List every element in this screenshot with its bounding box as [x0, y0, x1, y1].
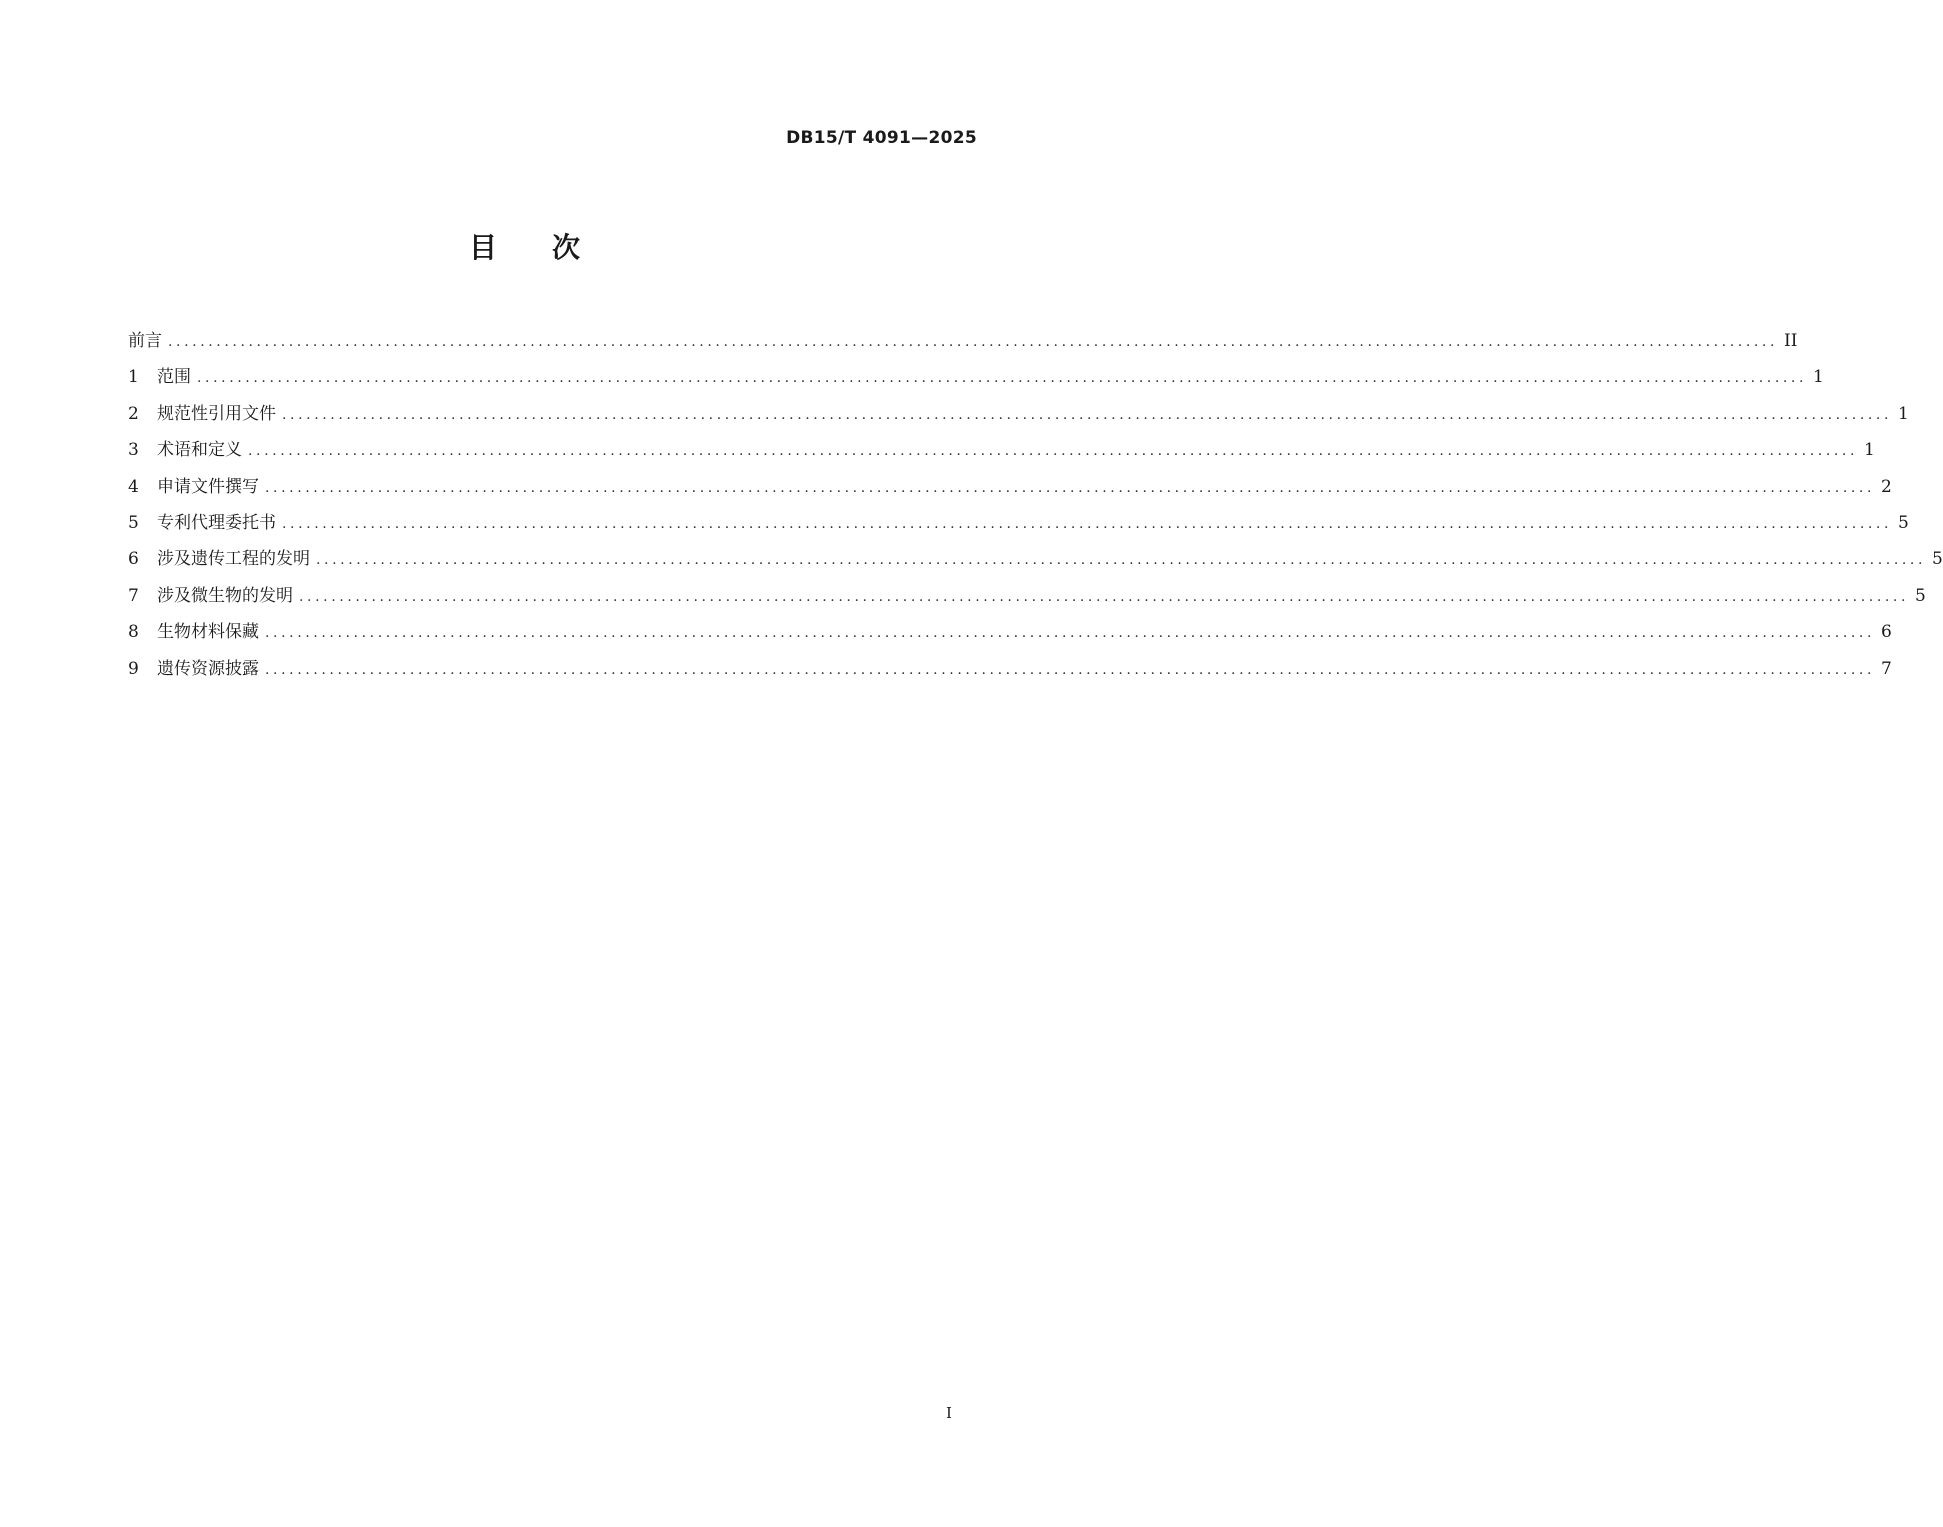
toc-entry-microorganisms[interactable]: [128, 578, 1926, 614]
toc-entry-page: 7: [1881, 658, 1892, 679]
toc-entry-number: 8: [128, 622, 139, 643]
toc-entry-terms-definitions[interactable]: [128, 432, 1875, 468]
toc-entry-page: 5: [1898, 512, 1909, 533]
toc-entry-number: 7: [128, 585, 139, 606]
toc-entry-genetic-resources-disclosure[interactable]: [128, 651, 1892, 687]
toc-entry-label: 申请文件撰写: [157, 476, 259, 497]
toc-entry-page: 1: [1864, 440, 1875, 461]
toc-entry-page: 2: [1881, 476, 1892, 497]
toc-entry-foreword[interactable]: [128, 323, 1798, 359]
dot-leader: ........................................................................................................................................................................................................: [299, 588, 1910, 605]
dot-leader: ........................................................................................................................................................................................................: [197, 370, 1808, 387]
toc-entry-label: 规范性引用文件: [157, 403, 276, 424]
toc-entry-page: II: [1784, 331, 1798, 351]
dot-leader: ........................................................................................................................................................................................................: [248, 443, 1859, 460]
toc-entry-number: 1: [128, 367, 139, 388]
dot-leader: ........................................................................................................................................................................................................: [282, 406, 1893, 423]
toc-entry-label: 涉及微生物的发明: [157, 585, 293, 606]
toc-entry-page: 1: [1813, 367, 1824, 388]
toc-entry-page: 1: [1898, 403, 1909, 424]
toc-entry-label: 生物材料保藏: [157, 622, 259, 643]
dot-leader: ........................................................................................................................................................................................................: [168, 334, 1779, 350]
toc-entry-number: 9: [128, 658, 139, 679]
toc-entry-label: 专利代理委托书: [157, 512, 276, 533]
toc-entry-label: 术语和定义: [157, 440, 242, 461]
toc-entry-page: 5: [1915, 585, 1926, 606]
dot-leader: ........................................................................................................................................................................................................: [265, 479, 1876, 496]
toc-entry-number: 4: [128, 476, 139, 497]
dot-leader: ........................................................................................................................................................................................................: [316, 552, 1927, 569]
toc-entry-number: 5: [128, 512, 139, 533]
toc-entry-number: 3: [128, 440, 139, 461]
toc-entry-scope[interactable]: [128, 359, 1824, 395]
dot-leader: ........................................................................................................................................................................................................: [265, 661, 1876, 678]
toc-entry-number: 2: [128, 403, 139, 424]
toc-entry-label: 前言: [128, 331, 162, 351]
toc-entry-page: 6: [1881, 622, 1892, 643]
toc-entry-biological-material-deposit[interactable]: [128, 614, 1892, 650]
table-of-contents: [128, 323, 1943, 687]
page-number: I: [946, 1404, 952, 1422]
toc-entry-number: 6: [128, 549, 139, 570]
document-code: DB15/T 4091—2025: [786, 128, 977, 148]
dot-leader: ........................................................................................................................................................................................................: [282, 515, 1893, 532]
toc-entry-genetic-engineering[interactable]: [128, 541, 1943, 577]
toc-entry-label: 遗传资源披露: [157, 658, 259, 679]
dot-leader: ........................................................................................................................................................................................................: [265, 625, 1876, 642]
toc-entry-power-of-attorney[interactable]: [128, 505, 1909, 541]
toc-entry-normative-references[interactable]: [128, 396, 1909, 432]
toc-entry-page: 5: [1932, 549, 1943, 570]
toc-title: 目次: [468, 231, 635, 264]
toc-entry-application-drafting[interactable]: [128, 469, 1892, 505]
toc-entry-label: 涉及遗传工程的发明: [157, 549, 310, 570]
toc-entry-label: 范围: [157, 367, 191, 388]
